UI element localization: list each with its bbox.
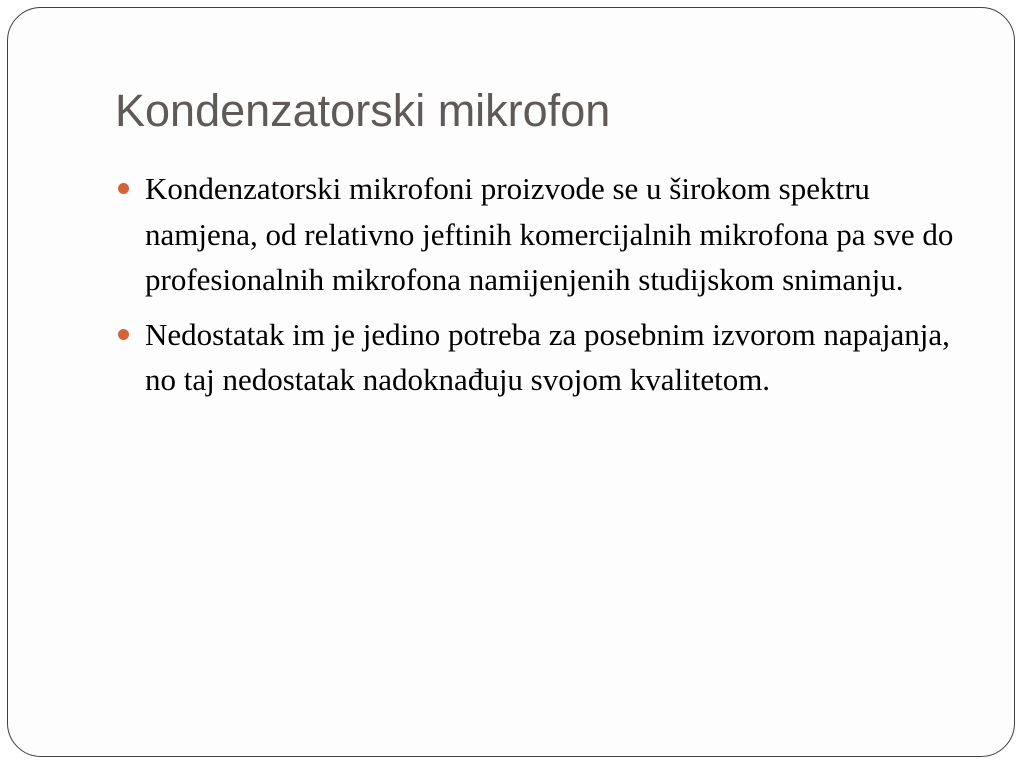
bullet-text-2: Nedostatak im je jedino potreba za posebnim izvorom napajanja, no taj nedostatak nadoknađuju svojom kvalitetom. xyxy=(145,316,950,397)
slide-title: Kondenzatorski mikrofon xyxy=(115,85,611,136)
bullet-dot-icon xyxy=(118,183,129,194)
bullet-text-1: Kondenzatorski mikrofoni proizvode se u širokom spektru namjena, od relativno jeftinih komercijalnih mikrofona pa sve do profesionalnih mikrofona namijenjenih studijskom snimanju. xyxy=(145,171,954,297)
bullet-dot-icon xyxy=(118,329,129,340)
bullet-item-2 xyxy=(115,312,965,403)
bullet-item-1 xyxy=(115,166,965,303)
bullet-list xyxy=(115,166,965,412)
